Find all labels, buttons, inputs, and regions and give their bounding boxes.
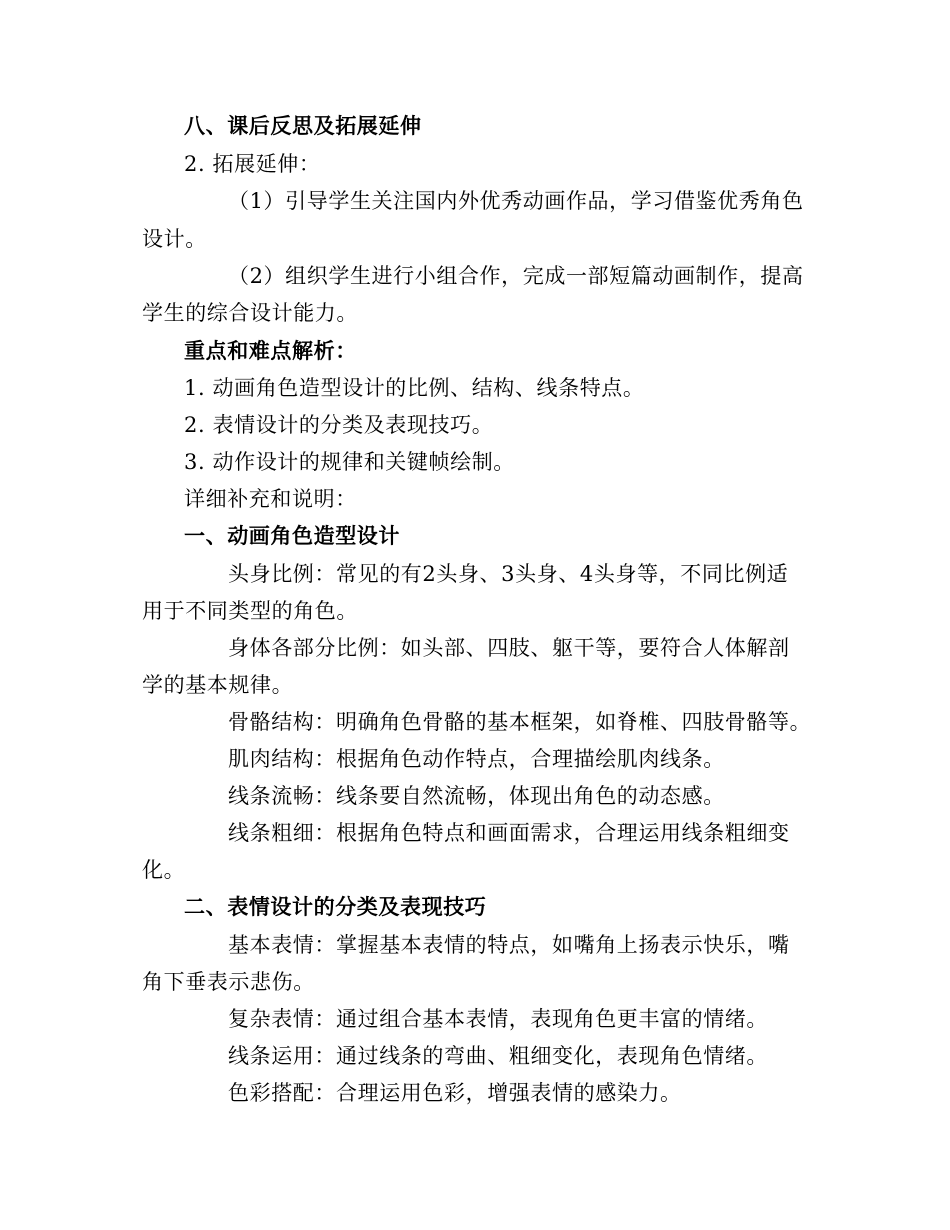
- paragraph-line: 线条运用：通过线条的弯曲、粗细变化，表现角色情绪。: [228, 1044, 768, 1068]
- paragraph-line: （1）引导学生关注国内外优秀动画作品，学习借鉴优秀角色: [228, 189, 804, 213]
- section-heading-key-points: 重点和难点解析：: [184, 338, 357, 363]
- section-label-details: 详细补充和说明：: [184, 487, 357, 511]
- list-item-extension: 2. 拓展延伸：: [184, 152, 321, 176]
- paragraph-line: （2）组织学生进行小组合作，完成一部短篇动画制作，提高: [228, 264, 804, 288]
- paragraph-line: 色彩搭配：合理运用色彩，增强表情的感染力。: [228, 1081, 682, 1105]
- paragraph-line: 基本表情：掌握基本表情的特点，如嘴角上扬表示快乐，嘴: [228, 933, 790, 957]
- paragraph-line: 骨骼结构：明确角色骨骼的基本框架，如脊椎、四肢骨骼等。: [228, 710, 812, 734]
- section-heading-expression-design: 二、表情设计的分类及表现技巧: [184, 894, 487, 919]
- paragraph-line: 身体各部分比例：如头部、四肢、躯干等，要符合人体解剖: [228, 636, 790, 660]
- paragraph-line: 肌肉结构：根据角色动作特点，合理描绘肌肉线条。: [228, 747, 725, 771]
- paragraph-line: 学的基本规律。: [142, 673, 294, 697]
- section-heading-character-design: 一、动画角色造型设计: [184, 523, 400, 548]
- paragraph-line: 线条流畅：线条要自然流畅，体现出角色的动态感。: [228, 784, 725, 808]
- paragraph-line: 用于不同类型的角色。: [142, 599, 358, 623]
- paragraph-line: 线条粗细：根据角色特点和画面需求，合理运用线条粗细变: [228, 821, 790, 845]
- list-item: 2. 表情设计的分类及表现技巧。: [184, 413, 494, 437]
- paragraph-line: 化。: [142, 858, 186, 882]
- paragraph-line: 复杂表情：通过组合基本表情，表现角色更丰富的情绪。: [228, 1007, 768, 1031]
- paragraph-line: 角下垂表示悲伤。: [142, 970, 315, 994]
- paragraph-line: 学生的综合设计能力。: [142, 301, 358, 325]
- list-item: 3. 动作设计的规律和关键帧绘制。: [184, 450, 515, 474]
- list-item: 1. 动画角色造型设计的比例、结构、线条特点。: [184, 376, 645, 400]
- paragraph-line: 头身比例：常见的有2头身、3头身、4头身等，不同比例适: [228, 562, 789, 586]
- paragraph-line: 设计。: [142, 227, 207, 251]
- section-heading-reflection-extension: 八、课后反思及拓展延伸: [184, 113, 422, 138]
